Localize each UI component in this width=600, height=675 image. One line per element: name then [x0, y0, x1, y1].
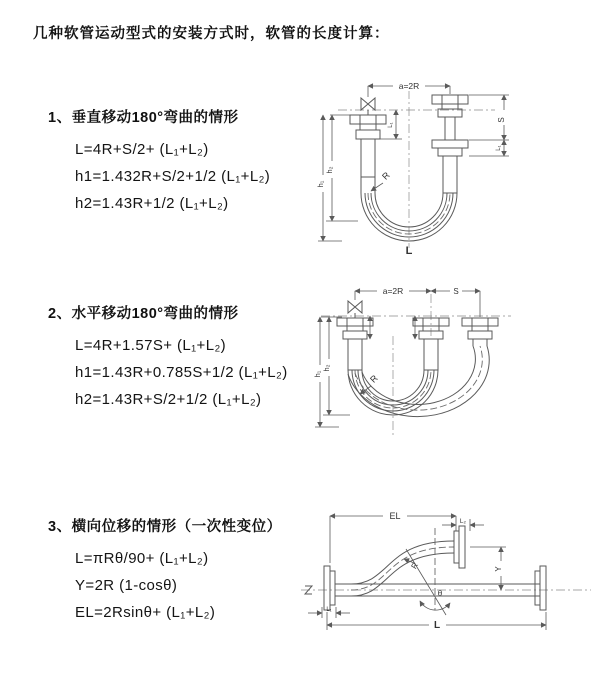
dim-label-h1: h₁	[313, 370, 322, 378]
formula-offset-y: Y=2R (1-cosθ)	[75, 577, 178, 594]
braided-hose-left	[348, 339, 362, 370]
right-flange-displaced	[454, 526, 465, 568]
right-flange-upper	[432, 95, 468, 117]
formula-h1: h1=1.43R+0.785S+1/2 (L₁+L₂)	[75, 364, 288, 381]
dim-label-width: a=2R	[398, 81, 420, 91]
valve-icon	[361, 98, 375, 115]
right-flange-lower	[432, 140, 468, 156]
dim-label-radius: R	[409, 560, 421, 571]
section-2	[48, 304, 318, 413]
formula-length: L=4R+1.57S+ (L₁+L₂)	[75, 337, 227, 354]
formula-length: L=4R+S/2+ (L₁+L₂)	[75, 141, 209, 158]
section-3-heading: 3、横向位移的情形（一次性变位）	[48, 519, 282, 535]
dim-label-radius: R	[380, 170, 392, 182]
section-2-heading: 2、水平移动180°弯曲的情形	[48, 306, 239, 322]
dim-label-h2: h₂	[322, 364, 331, 372]
dim-label-length: L	[405, 245, 413, 257]
formula-h2: h2=1.43R+1/2 (L₁+L₂)	[75, 195, 229, 212]
hose-s-curve	[351, 541, 454, 596]
braided-hose-left	[361, 139, 375, 177]
braided-hose-right	[443, 156, 457, 193]
dim-label-y: Y	[494, 566, 503, 572]
dim-label-fitting-right: L₁	[496, 145, 502, 151]
hose-u-bend-moved	[348, 346, 489, 417]
centerlines	[338, 90, 495, 248]
section-1	[48, 108, 318, 217]
formula-length: L=πRθ/90+ (L₁+L₂)	[75, 550, 209, 567]
formula-h1: h1=1.432R+S/2+1/2 (L₁+L₂)	[75, 168, 271, 185]
dimension-lines	[313, 286, 480, 427]
section-2-formulas	[75, 332, 318, 413]
left-flange	[324, 566, 335, 610]
dim-label-el: EL	[389, 511, 401, 521]
page-title: 几种软管运动型式的安装方式时，软管的长度计算：	[33, 26, 390, 42]
left-flange	[337, 318, 373, 339]
section-1-heading: 1、垂直移动180°弯曲的情形	[48, 110, 239, 126]
dim-label-length: L	[433, 620, 441, 631]
dim-label-fitting-right: L₂	[459, 518, 467, 525]
dim-label-fitting-left: L₁	[326, 607, 332, 613]
left-flange	[350, 115, 386, 139]
right-flange-moved	[462, 318, 498, 346]
section-3	[48, 517, 318, 626]
valve-icon	[348, 301, 362, 318]
diagram-lateral-displacement	[296, 503, 598, 641]
dim-label-theta: θ	[437, 589, 443, 598]
radius-construction-line	[406, 549, 446, 615]
braided-hose-middle	[424, 339, 438, 370]
dim-label-width: a=2R	[382, 286, 404, 296]
section-3-formulas	[75, 545, 318, 626]
formula-el: EL=2Rsinθ+ (L₁+L₂)	[75, 604, 216, 621]
centerlines	[301, 528, 591, 610]
diagram-vertical-bend	[310, 72, 598, 260]
dim-label-stroke: S	[453, 287, 459, 296]
formula-h2: h2=1.43R+S/2+1/2 (L₁+L₂)	[75, 391, 262, 408]
dim-label-h2: h₂	[325, 166, 334, 174]
hose-assembly	[337, 301, 498, 417]
dim-label-h1: h₁	[316, 180, 325, 188]
dim-label-fitting-left: L₁	[388, 122, 394, 128]
dim-label-radius: R	[368, 373, 380, 385]
dim-label-stroke: S	[497, 117, 506, 123]
hose-assembly	[350, 95, 468, 241]
diagram-horizontal-bend	[306, 286, 598, 458]
right-flange-initial	[535, 566, 546, 610]
dimension-lines	[308, 510, 546, 631]
section-1-formulas	[75, 136, 318, 217]
